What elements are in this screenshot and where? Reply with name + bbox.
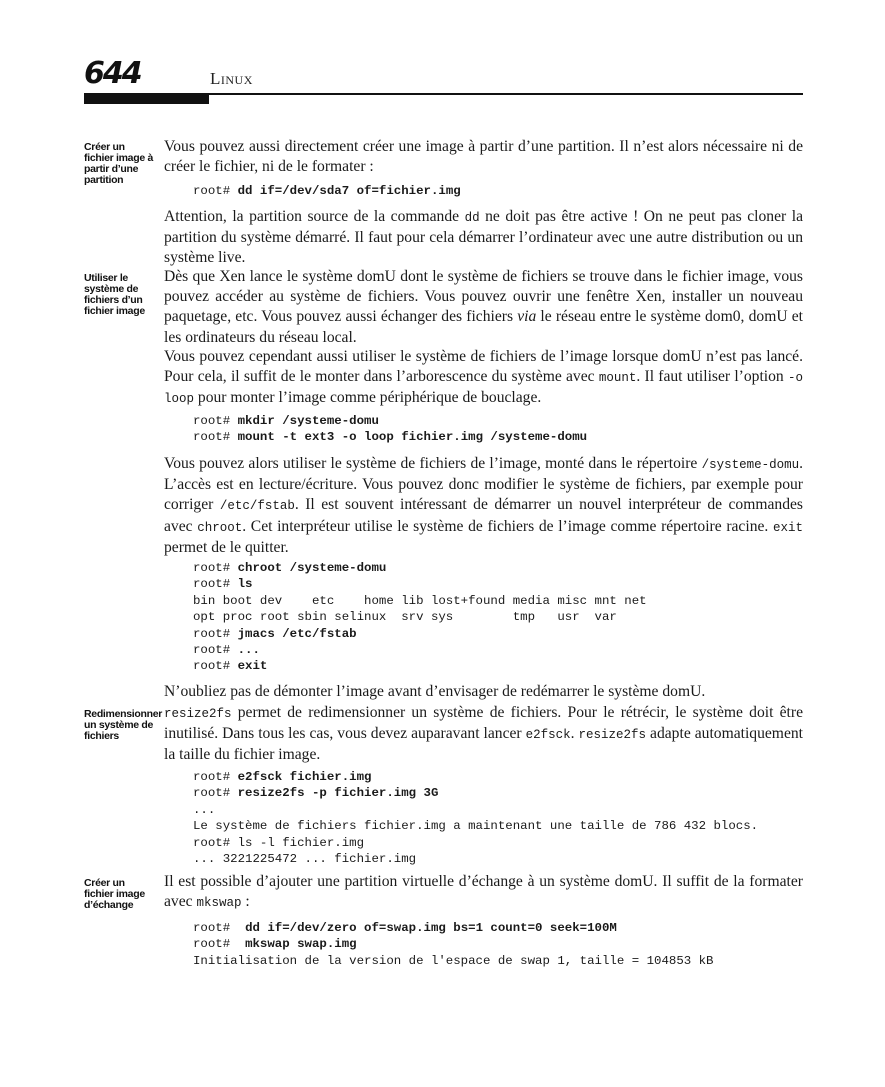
- paragraph: Vous pouvez alors utiliser le système de fichiers de l’image, monté dans le répertoire /systeme-domu. L’accès est en lecture/écriture. Vous pouvez donc modifier le système de fichiers, par exemple pour corriger /etc/fstab. Il est souvent intéressant de démarrer un nouvel interpréteur de commandes avec chroot. Cet interpréteur utilise le système de fichiers de l’image comme répertoire racine. exit permet de le quitter.: [164, 455, 803, 556]
- paragraph: Vous pouvez cependant aussi utiliser le système de fichiers de l’image lorsque domU n’est pas lancé. Pour cela, il suffit de le monter dans l’arborescence du système avec mount. Il faut utiliser l’option -o loop pour monter l’image comme périphérique de bouclage.: [164, 348, 803, 407]
- page-header: [84, 52, 803, 104]
- code-block-resize: root# e2fsck fichier.img root# resize2fs -p fichier.img 3G ... Le système de fichiers fichier.img a maintenant une taille de 786 432 blocs. root# ls -l fichier.img ... 3221225472 ... fichier.img: [193, 770, 759, 867]
- paragraph: N’oubliez pas de démonter l’image avant d’envisager de redémarrer le système domU.: [164, 683, 706, 700]
- margin-note-use-filesystem: Utiliser le système de fichiers d’un fichier image: [84, 272, 145, 317]
- code-block-mount: root# mkdir /systeme-domu root# mount -t ext3 -o loop fichier.img /systeme-domu: [193, 414, 588, 445]
- paragraph: Il est possible d’ajouter une partition virtuelle d’échange à un système domU. Il suffit de la formater avec mkswap :: [164, 873, 803, 911]
- paragraph: Vous pouvez aussi directement créer une image à partir d’une partition. Il n’est alors nécessaire ni de créer le fichier, ni de le formater :: [164, 138, 803, 176]
- page-number: 644: [84, 56, 141, 91]
- code-block-chroot: root# chroot /systeme-domu root# ls bin boot dev etc home lib lost+found media misc mnt net opt proc root sbin selinux srv sys tmp usr var root# jmacs /etc/fstab root# ... root# exit: [193, 561, 647, 674]
- margin-note-swap: Créer un fichier image d’échange: [84, 877, 145, 911]
- code-block-mkswap: root# dd if=/dev/zero of=swap.img bs=1 count=0 seek=100M root# mkswap swap.img Initialisation de la version de l'espace de swap 1, taille = 104853 kB: [193, 921, 714, 968]
- paragraph: Attention, la partition source de la commande dd ne doit pas être active ! On ne peut pas cloner la partition du système démarré. Il faut pour cela démarrer l’ordinateur avec une autre distribution ou un système live.: [164, 208, 803, 267]
- paragraph: resize2fs permet de redimensionner un système de fichiers. Pour le rétrécir, le système doit être inutilisé. Dans tous les cas, vous devez auparavant lancer e2fsck. resize2fs adapte automatiquement la taille du fichier image.: [164, 704, 803, 764]
- margin-note-create-image: Créer un fichier image à partir d’une partition: [84, 141, 154, 186]
- margin-note-resize: Redimensionner un système de fichiers: [84, 708, 163, 742]
- header-rule-accent: [84, 95, 209, 104]
- paragraph: Dès que Xen lance le système domU dont le système de fichiers se trouve dans le fichier image, vous pouvez accéder au système de fichiers. Vous pouvez ouvrir une fenêtre Xen, installer un nouveau paquetage, etc. Vous pouvez aussi échanger des fichiers via le réseau entre le système dom0, domU et les ordinateurs du réseau local.: [164, 268, 804, 346]
- chapter-title: Linux: [210, 69, 253, 88]
- code-block-dd: root# dd if=/dev/sda7 of=fichier.img: [193, 184, 461, 198]
